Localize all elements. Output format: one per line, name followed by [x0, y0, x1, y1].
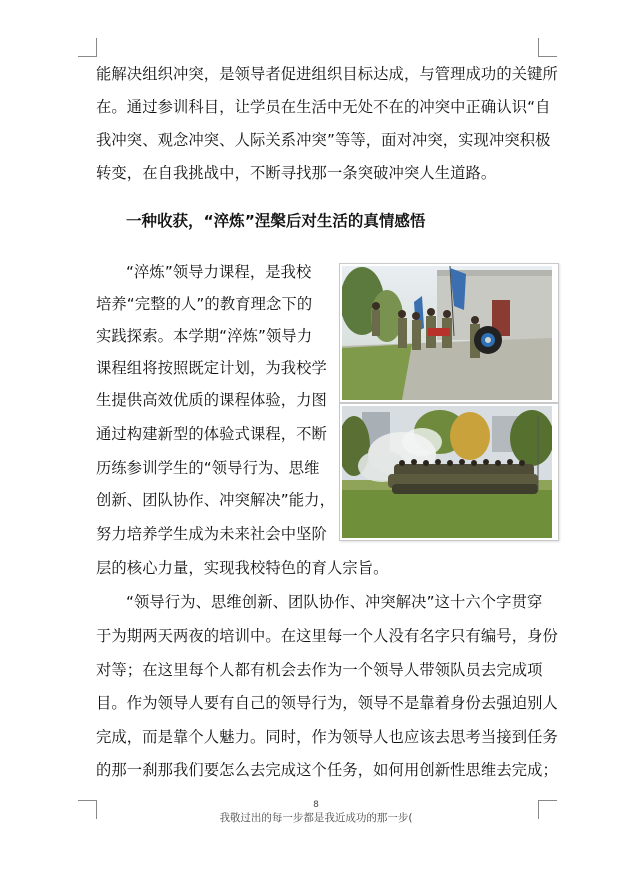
- footer-motto: 我敬过出的每一步都是我近成功的那一步(: [219, 812, 413, 824]
- paragraph-line: 历练参训学生的“领导行为、思维: [96, 459, 320, 477]
- paragraph-line: 目。作为领导人要有自己的领导行为，领导不是靠着身份去强迫别人: [96, 694, 558, 712]
- paragraph-line: 对等；在这里每个人都有机会去作为一个领导人带领队员去完成项: [96, 661, 543, 679]
- photo-training-activity: [339, 263, 559, 403]
- paragraph-line: 培养“完整的人”的教育理念下的: [96, 295, 313, 313]
- paragraph-line: 通过构建新型的体验式课程，不断: [96, 425, 327, 443]
- paragraph-line: 创新、团队协作、冲突解决”能力，: [96, 491, 335, 509]
- crop-mark-top-left: [78, 38, 97, 57]
- section-heading: 一种收获，“淬炼”涅槃后对生活的真情感悟: [126, 212, 426, 230]
- paragraph-line: “领导行为、思维创新、团队协作、冲突解决”这十六个字贯穿: [126, 593, 543, 611]
- paragraph-line: 我冲突、观念冲突、人际关系冲突”等等，面对冲突，实现冲突积极: [96, 131, 551, 149]
- paragraph-line: 转变，在自我挑战中，不断寻找那一条突破冲突人生道路。: [96, 164, 497, 182]
- paragraph-line: 于为期两天两夜的培训中。在这里每一个人没有名字只有编号，身份: [96, 627, 558, 645]
- paragraph-line: 生提供高效优质的课程体验，力图: [96, 391, 327, 409]
- paragraph-line: 实践探索。本学期“淬炼”领导力: [96, 327, 313, 345]
- paragraph-line: 的那一刹那我们要怎么去完成这个任务，如何用创新性思维去完成；: [96, 761, 558, 779]
- paragraph-line: 努力培养学生成为未来社会中坚阶: [96, 525, 327, 543]
- crop-mark-top-right: [538, 38, 557, 57]
- photo-group-smoke: [339, 403, 559, 541]
- paragraph-line: 能解决组织冲突，是领导者促进组织目标达成，与管理成功的关键所: [96, 65, 558, 83]
- page-number: 8: [313, 800, 319, 810]
- paragraph-line: 课程组将按照既定计划，为我校学: [96, 359, 327, 377]
- paragraph-line: 在。通过参训科目，让学员在生活中无处不在的冲突中正确认识“自: [96, 98, 551, 116]
- paragraph-line: 层的核心力量，实现我校特色的育人宗旨。: [96, 559, 389, 577]
- paragraph-line: “淬炼”领导力课程，是我校: [126, 263, 312, 281]
- paragraph-line: 完成，而是靠个人魅力。同时，作为领导人也应该去思考当接到任务: [96, 728, 558, 746]
